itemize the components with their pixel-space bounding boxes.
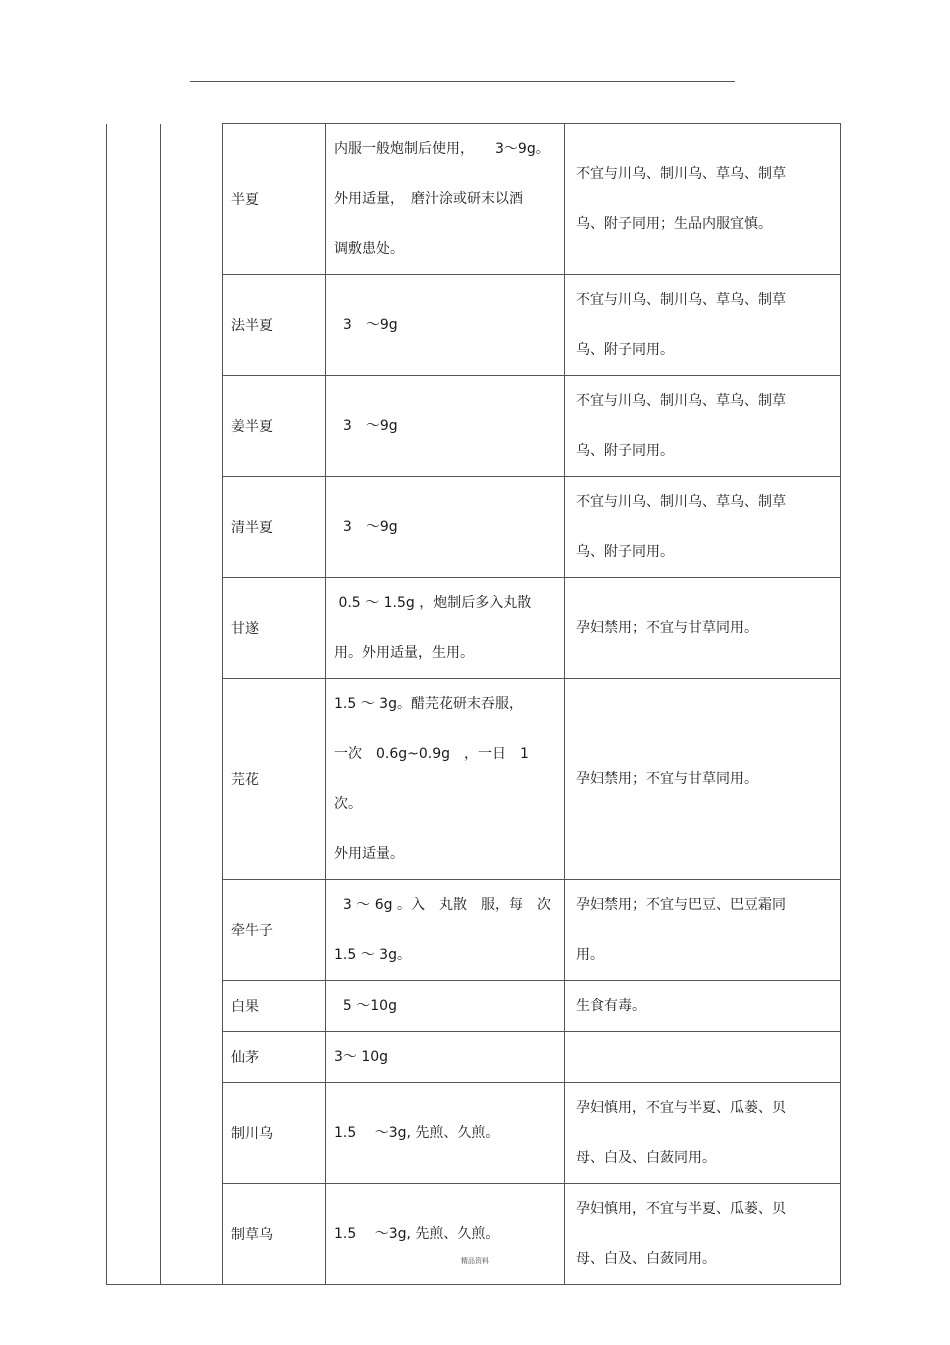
blank-col-2: [161, 124, 223, 1285]
dosage-cell: [326, 1032, 565, 1083]
dosage-text: 3 ～ 6g 。入 丸散 服，每 次 1.5 ～ 3g。: [334, 897, 551, 963]
drug-name-cell: 仙茅: [223, 1032, 326, 1083]
caution-cell: [565, 679, 841, 880]
drug-name-cell: 甘遂: [223, 578, 326, 679]
blank-col-1: [107, 124, 161, 1285]
drug-name-cell: 白果: [223, 981, 326, 1032]
drug-name-cell: 半夏: [223, 124, 326, 275]
caution-cell: [565, 275, 841, 376]
header-rule: [190, 81, 735, 82]
dosage-cell: [326, 1184, 565, 1285]
caution-cell: [565, 981, 841, 1032]
dosage-text: 1.5 ～3g, 先煎、久煎。: [334, 1125, 500, 1141]
caution-cell: [565, 1032, 841, 1083]
footer-text: 精品资料: [461, 1257, 489, 1265]
drug-name-cell: 法半夏: [223, 275, 326, 376]
caution-text: 不宜与川乌、制川乌、草乌、制草 乌、附子同用。: [576, 494, 786, 560]
dosage-text: 3 ～9g: [334, 317, 398, 333]
caution-cell: [565, 1083, 841, 1184]
drug-dosage-table: [106, 123, 841, 1285]
drug-name-cell: 制川乌: [223, 1083, 326, 1184]
drug-name-cell: 芫花: [223, 679, 326, 880]
dosage-cell: [326, 578, 565, 679]
caution-text: 不宜与川乌、制川乌、草乌、制草 乌、附子同用；生品内服宜慎。: [576, 166, 786, 232]
drug-name-cell: 制草乌: [223, 1184, 326, 1285]
drug-name-cell: 清半夏: [223, 477, 326, 578]
dosage-cell: [326, 679, 565, 880]
caution-text: 生食有毒。: [576, 998, 646, 1014]
caution-text: 不宜与川乌、制川乌、草乌、制草 乌、附子同用。: [576, 292, 786, 358]
caution-text: 孕妇禁用；不宜与甘草同用。: [576, 620, 758, 636]
dosage-cell: [326, 275, 565, 376]
dosage-text: 1.5 ～3g, 先煎、久煎。: [334, 1226, 500, 1242]
drug-name-cell: 牵牛子: [223, 880, 326, 981]
dosage-text: 1.5 ～ 3g。醋芫花研末吞服， 一次 0.6g~0.9g ，一日 1 次。 外用适量。: [334, 696, 529, 862]
dosage-cell: [326, 124, 565, 275]
table-body: [107, 124, 841, 1285]
dosage-cell: [326, 376, 565, 477]
caution-text: 孕妇慎用，不宜与半夏、瓜蒌、贝 母、白及、白蔹同用。: [576, 1100, 786, 1166]
dosage-cell: [326, 1083, 565, 1184]
dosage-text: 3 ～9g: [334, 418, 398, 434]
caution-text: 不宜与川乌、制川乌、草乌、制草 乌、附子同用。: [576, 393, 786, 459]
dosage-cell: [326, 477, 565, 578]
dosage-cell: [326, 880, 565, 981]
caution-cell: [565, 477, 841, 578]
caution-cell: [565, 124, 841, 275]
caution-text: 孕妇禁用；不宜与甘草同用。: [576, 771, 758, 787]
caution-text: 孕妇慎用，不宜与半夏、瓜蒌、贝 母、白及、白蔹同用。: [576, 1201, 786, 1267]
caution-text: 孕妇禁用；不宜与巴豆、巴豆霜同 用。: [576, 897, 786, 963]
dosage-text: 3～ 10g: [334, 1049, 389, 1065]
dosage-text: 5 ～10g: [334, 998, 397, 1014]
caution-cell: [565, 880, 841, 981]
drug-name-cell: 姜半夏: [223, 376, 326, 477]
dosage-text: 0.5 ～ 1.5g ，炮制后多入丸散 用。外用适量，生用。: [334, 595, 532, 661]
table-row: [107, 124, 841, 275]
dosage-text: 内服一般炮制后使用， 3～9g。 外用适量， 磨汁涂或研末以酒 调敷患处。: [334, 141, 550, 257]
caution-cell: [565, 1184, 841, 1285]
dosage-cell: [326, 981, 565, 1032]
dosage-text: 3 ～9g: [334, 519, 398, 535]
caution-cell: [565, 578, 841, 679]
caution-cell: [565, 376, 841, 477]
